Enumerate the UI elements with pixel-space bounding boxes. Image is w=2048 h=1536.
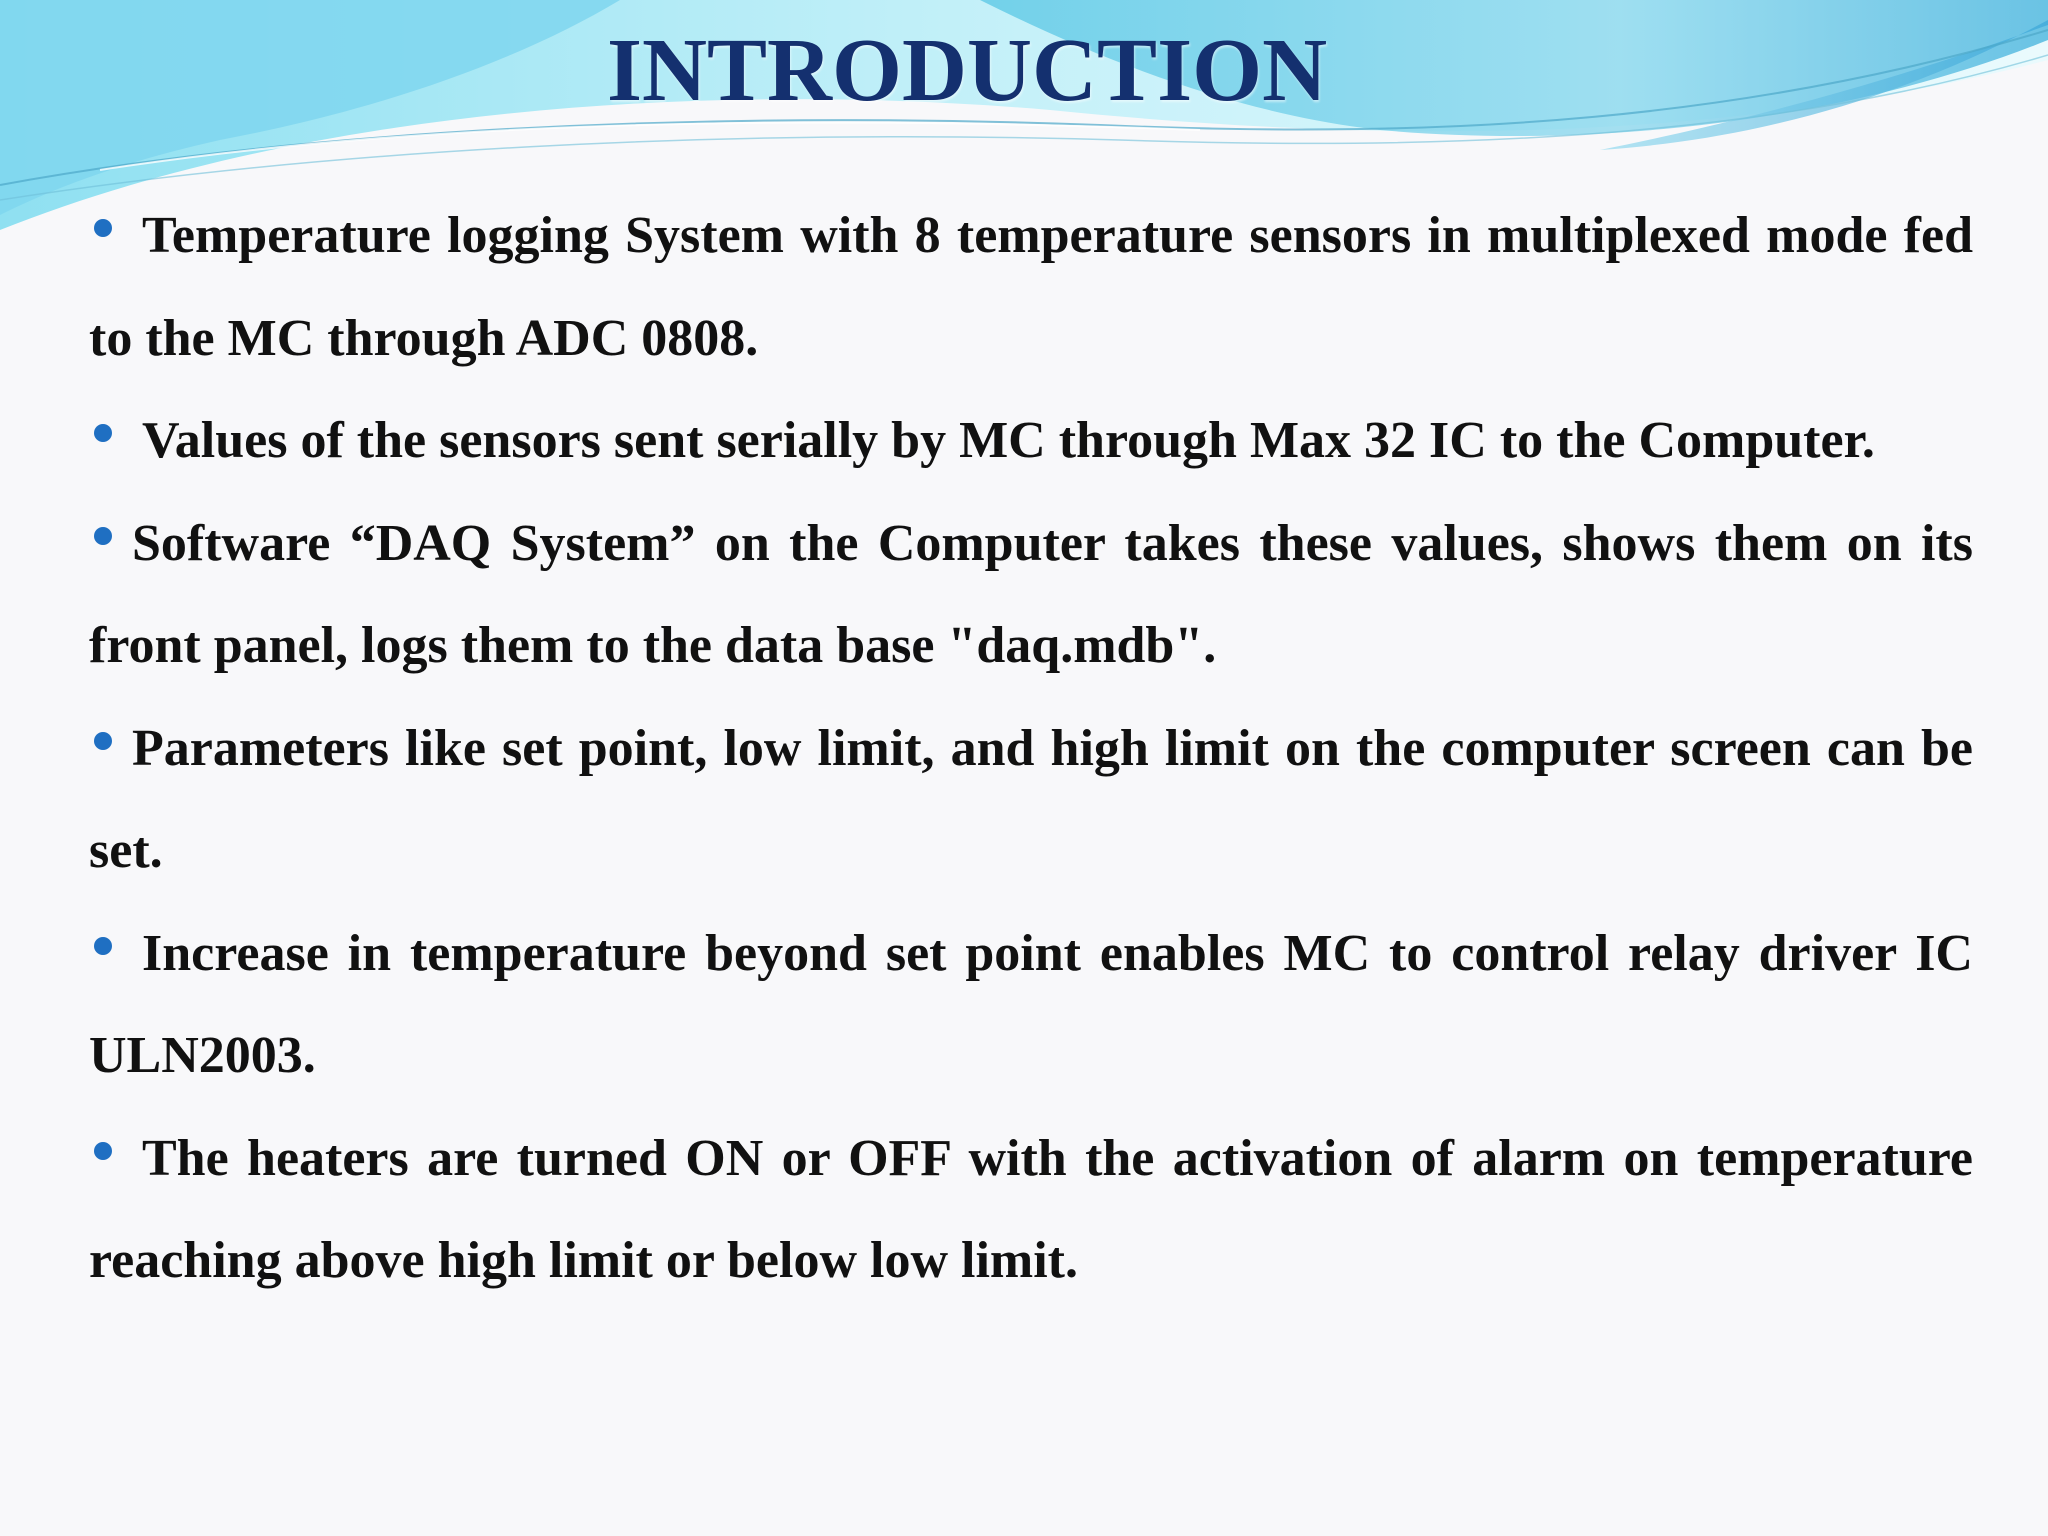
slide-title: INTRODUCTION <box>607 21 1328 120</box>
bullet-item-relay-control <box>89 903 1973 1108</box>
bullet-marker-icon <box>94 424 112 442</box>
bullet-text: Increase in temperature beyond set point enables MC to control relay driver IC ULN2003. <box>89 924 1973 1084</box>
bullet-text: The heaters are turned ON or OFF with the activation of alarm on temperature reaching above high limit or below low limit. <box>89 1129 1973 1289</box>
bullet-text: Values of the sensors sent serially by MC through Max 32 IC to the Computer. <box>142 412 1875 469</box>
bullet-text: Software “DAQ System” on the Computer takes these values, shows them on its front panel, logs them to the data base "daq.mdb". <box>89 514 1973 674</box>
bullet-marker-icon <box>94 219 112 237</box>
bullet-marker-icon <box>94 527 112 545</box>
bullet-item-heaters-alarm <box>89 1108 1973 1313</box>
bullet-item-daq-software <box>89 493 1973 698</box>
bullet-text: Temperature logging System with 8 temperature sensors in multiplexed mode fed to the MC through ADC 0808. <box>89 207 1973 367</box>
bullet-marker-icon <box>94 937 112 955</box>
bullet-item-parameters <box>89 698 1973 903</box>
bullet-item-temperature-logging <box>89 185 1973 390</box>
bullet-marker-icon <box>94 1142 112 1160</box>
bullet-text: Parameters like set point, low limit, and high limit on the computer screen can be set. <box>89 719 1973 879</box>
bullet-list <box>89 185 1973 1313</box>
bullet-marker-icon <box>94 732 112 750</box>
bullet-item-serial-values <box>89 390 1973 493</box>
